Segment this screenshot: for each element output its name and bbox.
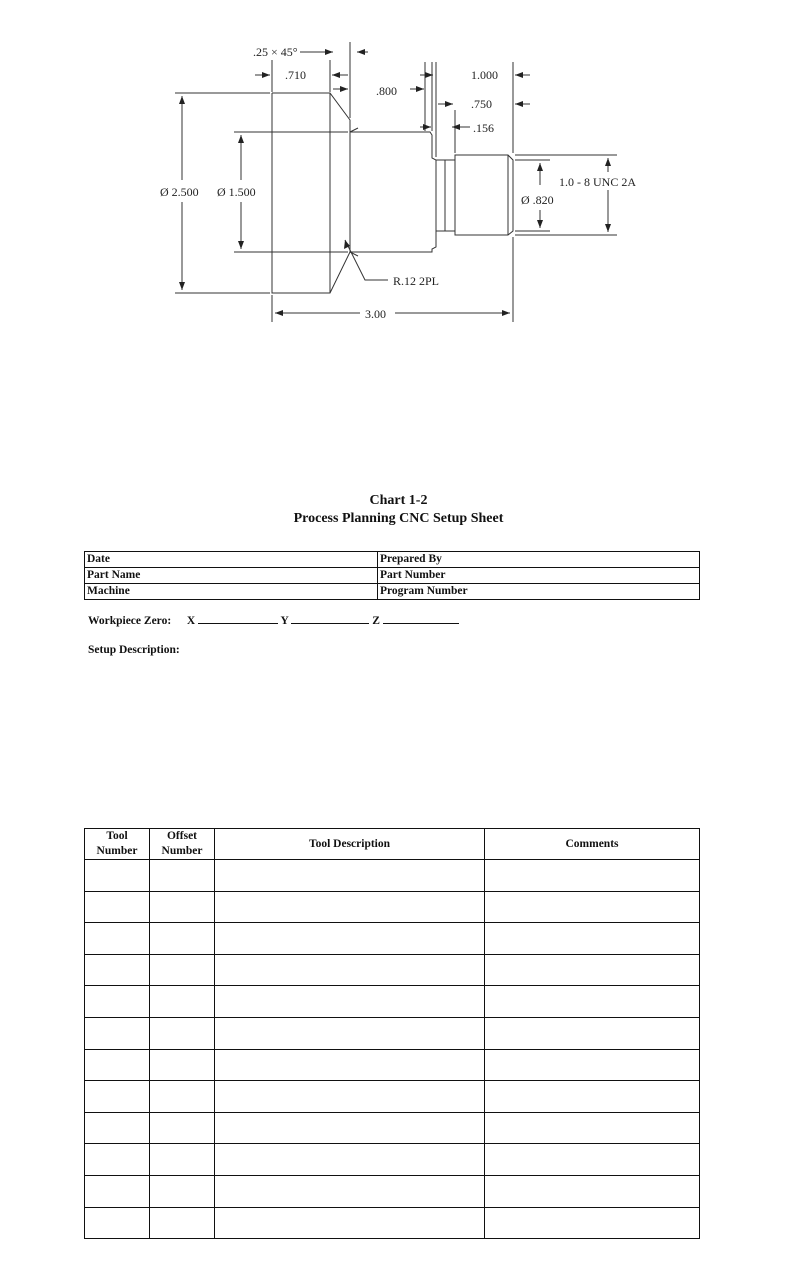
chart-title: Process Planning CNC Setup Sheet [293,511,504,526]
x-label: X [186,615,196,627]
offset-number-cell[interactable] [150,1049,215,1081]
comments-cell[interactable] [485,891,700,923]
table-row [85,1175,700,1207]
info-table [84,551,700,600]
table-row [85,1081,700,1113]
tool-number-cell[interactable] [85,923,150,955]
tool-description-cell[interactable] [215,954,485,986]
offset-number-cell[interactable] [150,1144,215,1176]
offset-number-cell[interactable] [150,860,215,892]
table-row [85,954,700,986]
offset-number-cell[interactable] [150,1207,215,1239]
dim-dia-820: Ø .820 [521,193,554,207]
y-label: Y [280,615,289,627]
comments-cell[interactable] [485,1049,700,1081]
tool-number-cell[interactable] [85,891,150,923]
comments-cell[interactable] [485,1144,700,1176]
offset-number-cell[interactable] [150,923,215,955]
tool-number-cell[interactable] [85,1112,150,1144]
comments-cell[interactable] [485,1017,700,1049]
comments-cell[interactable] [485,1175,700,1207]
workpiece-zero-label: Workpiece Zero: [88,615,172,627]
tool-description-cell[interactable] [215,1175,485,1207]
dim-dia-1500: Ø 1.500 [217,185,256,199]
table-row [85,923,700,955]
table-row [85,1017,700,1049]
chart-number: Chart 1-2 [369,493,428,508]
offset-number-header: Offset Number [150,829,215,860]
tool-number-header: Tool Number [85,829,150,860]
tool-description-cell[interactable] [215,891,485,923]
comments-cell[interactable] [485,954,700,986]
workpiece-zero [88,612,459,627]
comments-header: Comments [485,829,700,860]
table-row [85,1049,700,1081]
prepared-by-field[interactable]: Prepared By [378,552,700,568]
setup-description-label: Setup Description: [88,644,180,656]
dim-1000: 1.000 [471,68,498,82]
table-row [85,891,700,923]
tool-number-cell[interactable] [85,1144,150,1176]
tool-number-cell[interactable] [85,986,150,1018]
tool-number-cell[interactable] [85,1207,150,1239]
tool-description-cell[interactable] [215,1049,485,1081]
part-outline [272,93,436,293]
comments-cell[interactable] [485,1081,700,1113]
comments-cell[interactable] [485,1207,700,1239]
table-row [85,1112,700,1144]
part-drawing [0,0,797,340]
offset-number-cell[interactable] [150,1017,215,1049]
table-row [85,986,700,1018]
tool-description-cell[interactable] [215,1207,485,1239]
tool-description-cell[interactable] [215,986,485,1018]
comments-cell[interactable] [485,1112,700,1144]
tool-description-cell[interactable] [215,1112,485,1144]
tool-description-cell[interactable] [215,1144,485,1176]
tool-number-cell[interactable] [85,1175,150,1207]
dim-750: .750 [471,97,492,111]
comments-cell[interactable] [485,860,700,892]
offset-number-cell[interactable] [150,1175,215,1207]
y-blank[interactable] [291,612,369,624]
offset-number-cell[interactable] [150,954,215,986]
tool-number-cell[interactable] [85,1049,150,1081]
tool-description-cell[interactable] [215,1081,485,1113]
table-row [85,1144,700,1176]
table-row [85,1207,700,1239]
machine-field[interactable]: Machine [85,584,378,600]
offset-number-cell[interactable] [150,891,215,923]
z-label: Z [372,615,380,627]
offset-number-cell[interactable] [150,1081,215,1113]
dim-710: .710 [285,68,306,82]
dim-thread: 1.0 - 8 UNC 2A [559,175,636,189]
offset-number-cell[interactable] [150,986,215,1018]
x-blank[interactable] [198,612,278,624]
tool-description-header: Tool Description [215,829,485,860]
part-number-field[interactable]: Part Number [378,568,700,584]
tool-table [84,828,700,1239]
tool-description-cell[interactable] [215,860,485,892]
comments-cell[interactable] [485,923,700,955]
z-blank[interactable] [383,612,459,624]
date-field[interactable]: Date [85,552,378,568]
dim-radius: R.12 2PL [393,274,440,288]
comments-cell[interactable] [485,986,700,1018]
program-number-field[interactable]: Program Number [378,584,700,600]
tool-number-cell[interactable] [85,860,150,892]
tool-number-cell[interactable] [85,1017,150,1049]
dim-156: .156 [473,121,494,135]
dim-overall: 3.00 [365,307,386,321]
dim-chamfer: .25 × 45° [253,45,298,59]
tool-description-cell[interactable] [215,1017,485,1049]
tool-description-cell[interactable] [215,923,485,955]
offset-number-cell[interactable] [150,1112,215,1144]
tool-number-cell[interactable] [85,1081,150,1113]
tool-number-cell[interactable] [85,954,150,986]
part-name-field[interactable]: Part Name [85,568,378,584]
table-row [85,860,700,892]
dim-dia-2500: Ø 2.500 [160,185,199,199]
dim-800: .800 [376,84,397,98]
